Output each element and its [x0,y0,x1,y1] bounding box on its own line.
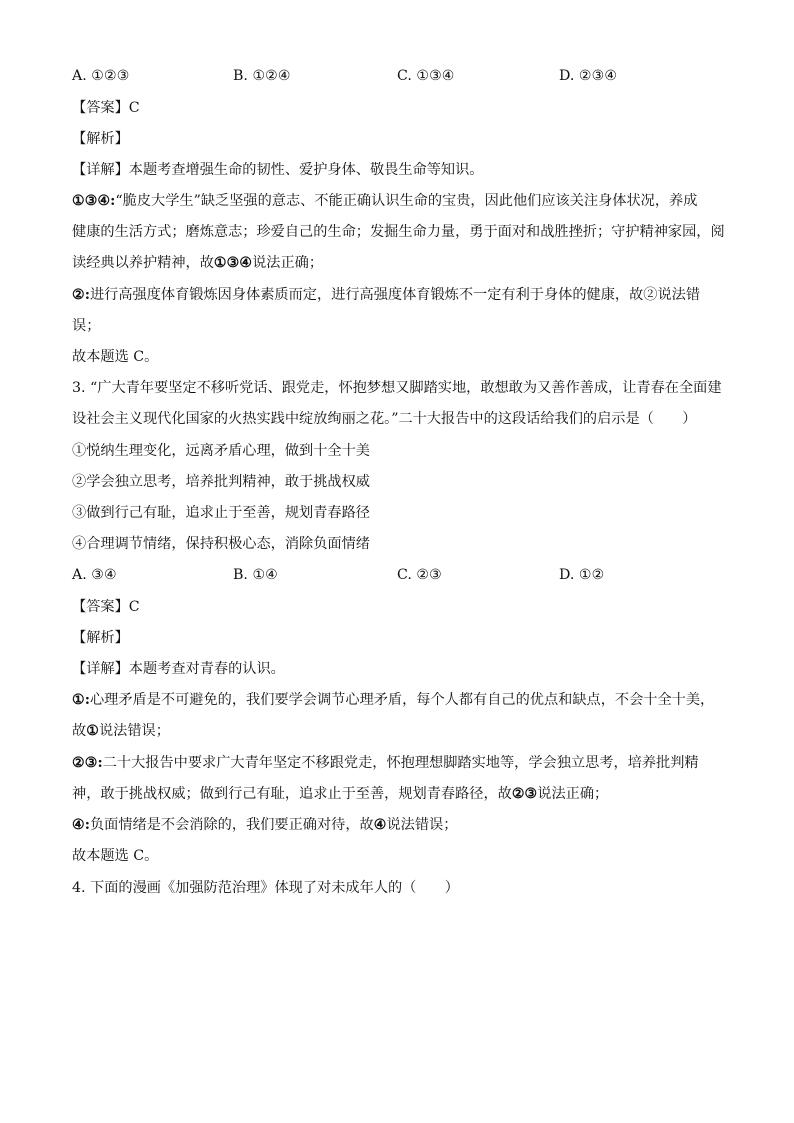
q3-option-c: C. ②③ [397,567,442,583]
q3-stem-line-1: 3. “广大青年要坚定不移听党话、跟党走，怀抱梦想又脚踏实地，敢想敢为又善作善成，让青春在全面建 [72,380,722,396]
q3-option-d: D. ①② [559,567,605,583]
q2-analysis-label: 【解析】 [72,131,129,147]
q3-answer: 【答案】C [72,599,140,615]
q3-explanation-2-number: ②③: [72,755,103,771]
q2-detail: 【详解】本题考查增强生命的韧性、爱护身体、敬畏生命等知识。 [72,162,484,178]
q3-stem-line-2: 设社会主义现代化国家的火热实践中绽放绚丽之花。”二十大报告中的这段话给我们的启示是（ ） [72,411,697,427]
q3-explanation-2b: 神，敢于挑战权威；做到行己有耻，追求止于至善，规划青春路径，故②③说法正确； [72,786,609,802]
q3-option-a: A. ③④ [72,567,117,583]
q3-item-3: ③做到行己有耻，追求止于至善，规划青春路径 [72,505,370,521]
q2-conclusion: 故本题选 C。 [72,349,159,365]
q3-conclusion: 故本题选 C。 [72,848,159,864]
q3-explanation-1b: 故①说法错误； [72,723,170,739]
q3-detail: 【详解】本题考查对青春的认识。 [72,661,285,677]
q3-analysis-label: 【解析】 [72,630,129,646]
q2-answer: 【答案】C [72,100,140,116]
q2-option-a: A. ①②③ [72,68,130,84]
q3-option-b: B. ①④ [233,567,278,583]
q4-stem: 4. 下面的漫画《加强防范治理》体现了对未成年人的（ ） [72,880,459,896]
q2-explanation-2-number: ②: [72,287,90,303]
q2-explanation-2b: 误； [72,318,101,334]
q2-explanation-1-number: ①③④: [72,193,116,209]
q3-explanation-2a: ②③:二十大报告中要求广大青年坚定不移跟党走，怀抱理想脚踏实地等，学会独立思考，培养批判精 [72,755,699,771]
q2-explanation-1b: 健康的生活方式；磨炼意志；珍爱自己的生命；发掘生命力量，勇于面对和战胜挫折；守护精神家园，阅 [72,224,725,240]
q3-explanation-3: ④:负面情绪是不会消除的，我们要正确对待，故④说法错误； [72,817,458,833]
q2-option-d: D. ②③④ [559,68,618,84]
q3-explanation-3-number: ④: [72,817,90,833]
q2-explanation-2a: ②:进行高强度体育锻炼因身体素质而定，进行高强度体育锻炼不一定有利于身体的健康，故②说法错 [72,287,701,303]
q3-explanation-1-number: ①: [72,692,90,708]
q3-item-2: ②学会独立思考，培养批判精神，敢于挑战权威 [72,474,370,490]
q3-explanation-1a: ①:心理矛盾是不可避免的，我们要学会调节心理矛盾，每个人都有自己的优点和缺点，不会十全十美， [72,692,715,708]
q3-item-4: ④合理调节情绪，保持积极心态，消除负面情绪 [72,536,370,552]
q3-item-1: ①悦纳生理变化，远离矛盾心理，做到十全十美 [72,443,370,459]
q2-option-c: C. ①③④ [397,68,455,84]
q2-explanation-1c: 读经典以养护精神，故①③④说法正确； [72,255,324,271]
q2-option-b: B. ①②④ [233,68,291,84]
q2-explanation-1a: ①③④:“脆皮大学生”缺乏坚强的意志、不能正确认识生命的宝贵，因此他们应该关注身体状况，养成 [72,193,698,209]
